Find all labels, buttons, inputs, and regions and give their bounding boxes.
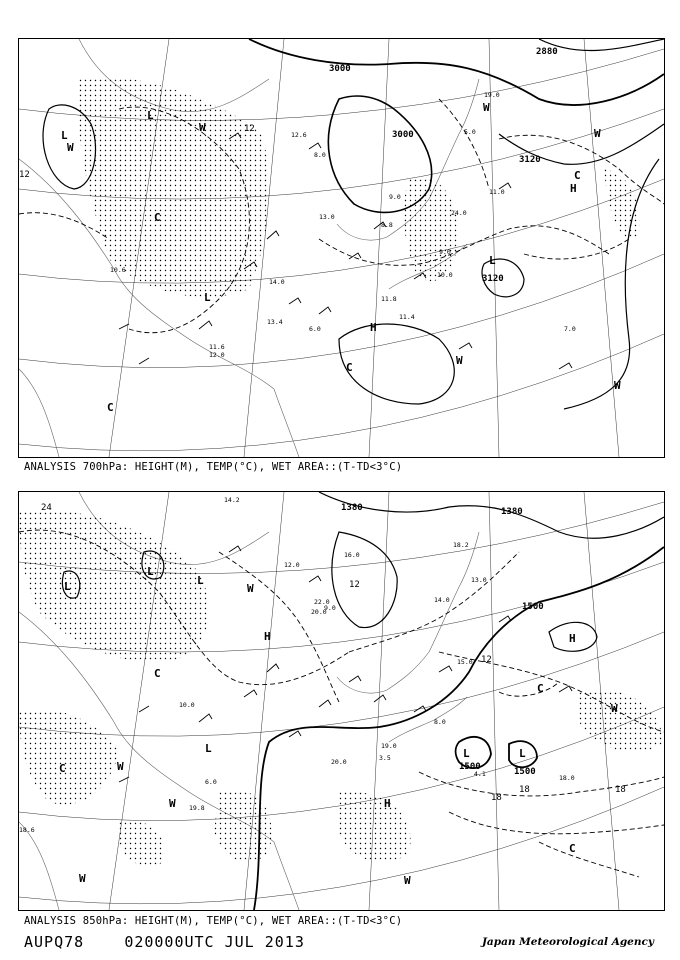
isotherm-label: 18 <box>615 785 626 795</box>
height-labels <box>341 503 544 777</box>
height-label: 1500 <box>522 602 544 612</box>
station-value: 22.0 <box>314 598 330 606</box>
station-value: 20.0 <box>331 758 347 766</box>
station-value: 12.0 <box>209 351 225 359</box>
height-label: 1380 <box>501 507 523 517</box>
panel-caption-700hpa: ANALYSIS 700hPa: HEIGHT(M), TEMP(°C), WET AREA::(T-TD<3°C) <box>24 461 403 473</box>
center-marker: W <box>456 354 463 367</box>
height-label: 2880 <box>536 47 558 57</box>
chart-footer <box>24 933 305 951</box>
center-marker: W <box>79 872 86 885</box>
center-marker: L <box>463 747 470 760</box>
center-marker: L <box>64 580 71 593</box>
center-marker: L <box>197 574 204 587</box>
station-value: 10.0 <box>437 271 453 279</box>
center-marker: W <box>117 760 124 773</box>
center-marker: C <box>154 667 161 680</box>
agency-name: Japan Meteorological Agency <box>481 936 654 948</box>
center-marker: W <box>199 121 206 134</box>
isotherm-label: 12 <box>244 124 255 134</box>
center-marker: W <box>483 101 490 114</box>
station-value: 6.0 <box>205 778 217 786</box>
center-marker: L <box>147 565 154 578</box>
center-marker: W <box>169 797 176 810</box>
center-marker: C <box>346 361 353 374</box>
station-value: 12.0 <box>284 561 300 569</box>
station-value: 8.0 <box>314 151 326 159</box>
station-value: 13.4 <box>267 318 283 326</box>
station-value: 19.8 <box>189 804 205 812</box>
station-value: 15.0 <box>457 658 473 666</box>
height-label: 3000 <box>329 64 351 74</box>
wet-area <box>19 510 664 866</box>
station-value: 4.1 <box>474 770 486 778</box>
station-value: 18.6 <box>19 826 35 834</box>
center-marker: W <box>594 127 601 140</box>
map-panel-850hpa <box>18 491 665 911</box>
isotherm-label: 12 <box>19 170 30 180</box>
isotherm-label: 12 <box>349 580 360 590</box>
station-value: 11.8 <box>381 295 397 303</box>
station-value: 10.6 <box>110 266 126 274</box>
center-marker: H <box>384 797 391 810</box>
height-label: 1500 <box>514 767 536 777</box>
center-marker: W <box>67 141 74 154</box>
chart-id: AUPQ78 <box>24 933 85 951</box>
isotherm-label: 24 <box>41 503 52 513</box>
center-marker: W <box>247 582 254 595</box>
station-value: 19.0 <box>484 91 500 99</box>
valid-time: 020000UTC JUL 2013 <box>124 933 305 951</box>
station-value: 12.6 <box>291 131 307 139</box>
station-value: 14.0 <box>269 278 285 286</box>
center-marker: C <box>537 682 544 695</box>
station-value: 14.2 <box>224 496 240 504</box>
station-value: 13.0 <box>319 213 335 221</box>
station-value: 9.0 <box>389 193 401 201</box>
station-value: 19.0 <box>381 742 397 750</box>
center-marker: L <box>205 742 212 755</box>
center-marker: W <box>611 702 618 715</box>
center-marker: C <box>574 169 581 182</box>
center-marker: L <box>489 254 496 267</box>
station-value: 24.0 <box>451 209 467 217</box>
center-marker: H <box>569 632 576 645</box>
station-value: 14.0 <box>434 596 450 604</box>
center-marker: L <box>61 129 68 142</box>
station-value: 20.0 <box>311 608 327 616</box>
center-marker: H <box>570 182 577 195</box>
center-marker: L <box>147 109 154 122</box>
isotherm-label: 18 <box>519 785 530 795</box>
station-value: 9.0 <box>324 604 336 612</box>
station-value: 13.0 <box>471 576 487 584</box>
center-marker: C <box>107 401 114 414</box>
station-value: 5.0 <box>464 128 476 136</box>
station-value: 8.8 <box>381 221 393 229</box>
height-label: 1380 <box>341 503 363 513</box>
isotherm-label: 18 <box>491 793 502 803</box>
height-label: 3000 <box>392 130 414 140</box>
isotherm-label: 12 <box>481 655 492 665</box>
station-value: 16.0 <box>344 551 360 559</box>
height-label: 3120 <box>519 155 541 165</box>
station-value: 11.6 <box>209 343 225 351</box>
height-label: 3120 <box>482 274 504 284</box>
station-value: 11.0 <box>489 188 505 196</box>
center-marker: C <box>569 842 576 855</box>
center-marker: L <box>519 747 526 760</box>
station-value: 7.0 <box>564 325 576 333</box>
station-value: 11.4 <box>399 313 415 321</box>
center-marker: H <box>370 321 377 334</box>
station-value: 10.0 <box>179 701 195 709</box>
center-marker: C <box>59 762 66 775</box>
panel-caption-850hpa: ANALYSIS 850hPa: HEIGHT(M), TEMP(°C), WET AREA::(T-TD<3°C) <box>24 915 403 927</box>
map-panel-700hpa <box>18 38 665 458</box>
station-value: 3.5 <box>379 754 391 762</box>
center-marker: W <box>614 379 621 392</box>
height-label: 1500 <box>459 762 481 772</box>
map-850hpa <box>19 492 664 910</box>
station-value: 8.0 <box>434 718 446 726</box>
center-marker: W <box>404 874 411 887</box>
map-700hpa <box>19 39 664 457</box>
station-value: 6.0 <box>309 325 321 333</box>
station-value: 18.2 <box>453 541 469 549</box>
wet-area <box>78 77 640 297</box>
station-value: 9.0 <box>439 248 451 256</box>
station-value: 18.0 <box>559 774 575 782</box>
center-marker: L <box>204 291 211 304</box>
center-marker: H <box>264 630 271 643</box>
center-marker: C <box>154 211 161 224</box>
